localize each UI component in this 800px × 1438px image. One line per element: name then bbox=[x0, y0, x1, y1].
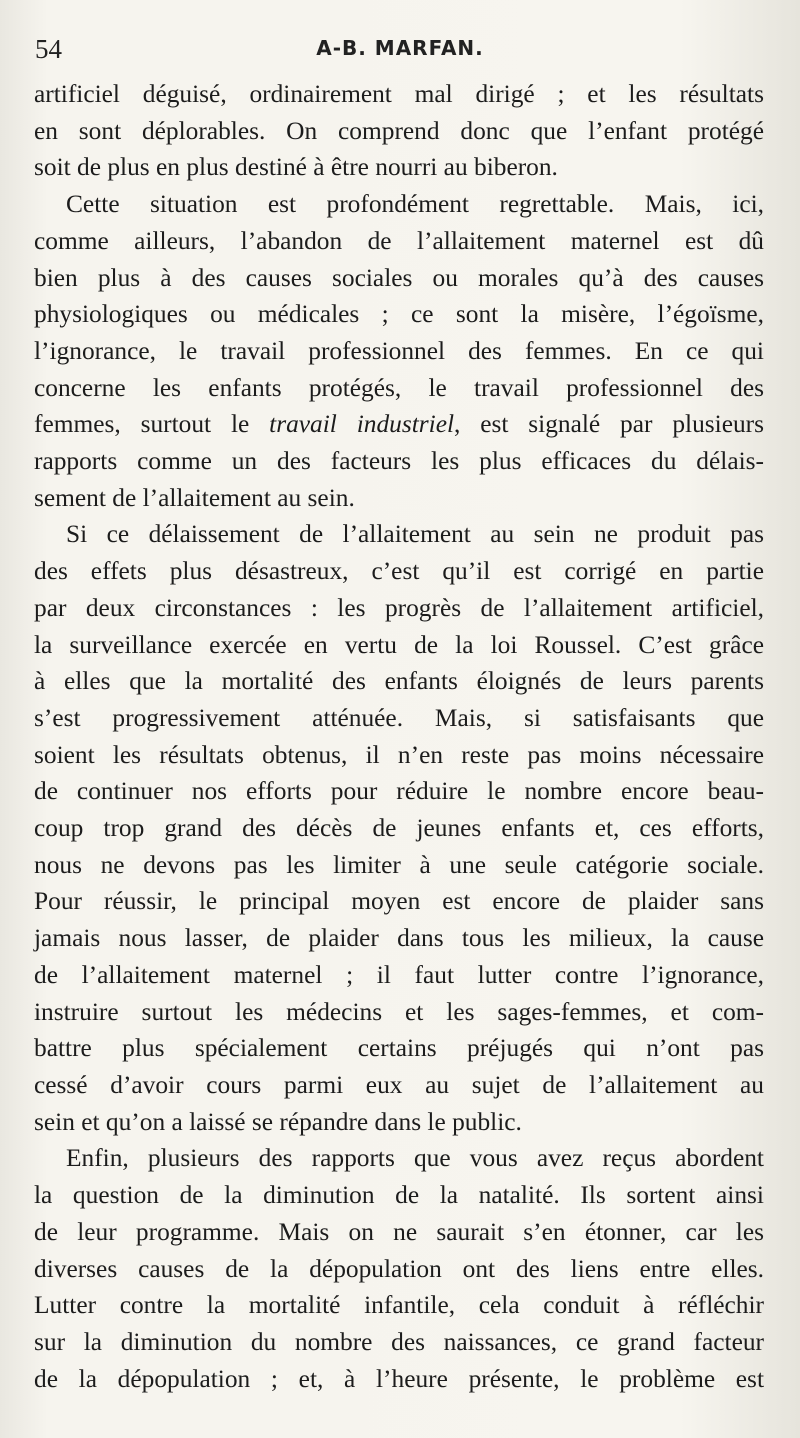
text-segment: femmes, surtout le bbox=[34, 410, 270, 439]
text-line: la surveillance exercée en vertu de la loi Roussel. C’est grâce bbox=[34, 630, 764, 659]
text-line: concerne les enfants protégés, le travail professionnel des bbox=[34, 373, 764, 402]
text-line: par deux circonstances : les progrès de l’allaitement artificiel, bbox=[34, 593, 764, 622]
text-line: Lutter contre la mortalité infantile, cela conduit à réfléchir bbox=[34, 1291, 764, 1320]
text-line: coup trop grand des décès de jeunes enfants et, ces efforts, bbox=[34, 814, 764, 843]
text-line: des effets plus désastreux, c’est qu’il est corrigé en partie bbox=[34, 557, 764, 586]
text-line: s’est progressivement atténuée. Mais, si satisfaisants que bbox=[34, 703, 764, 732]
text-line: Cette situation est profondément regrettable. Mais, ici, bbox=[66, 190, 764, 219]
text-line: rapports comme un des facteurs les plus efficaces du délais- bbox=[34, 447, 764, 476]
running-head: A-B. MARFAN. bbox=[316, 36, 484, 60]
text-line: en sont déplorables. On comprend donc que l’enfant protégé bbox=[34, 116, 764, 145]
page-number: 54 bbox=[35, 34, 62, 64]
text-line: Pour réussir, le principal moyen est encore de plaider sans bbox=[34, 887, 764, 916]
text-line: Si ce délaissement de l’allaitement au sein ne produit pas bbox=[66, 520, 764, 549]
text-line: de l’allaitement maternel ; il faut lutter contre l’ignorance, bbox=[34, 960, 764, 989]
text-line: physiologiques ou médicales ; ce sont la misère, l’égoïsme, bbox=[34, 300, 764, 329]
text-line: sur la diminution du nombre des naissances, ce grand facteur bbox=[34, 1327, 764, 1356]
text-segment: , est signalé par plusieurs bbox=[454, 410, 765, 439]
text-line: sein et qu’on a laissé se répandre dans le public. bbox=[34, 1107, 522, 1136]
text-line: sement de l’allaitement au sein. bbox=[34, 483, 355, 512]
text-line: à elles que la mortalité des enfants éloignés de leurs parents bbox=[34, 667, 764, 696]
text-line: Enfin, plusieurs des rapports que vous avez reçus abordent bbox=[66, 1144, 764, 1173]
text-line: instruire surtout les médecins et les sages-femmes, et com- bbox=[34, 997, 764, 1026]
text-line: bien plus à des causes sociales ou morales qu’à des causes bbox=[34, 263, 764, 292]
text-line: l’ignorance, le travail professionnel des femmes. En ce qui bbox=[34, 336, 764, 365]
text-line: soient les résultats obtenus, il n’en reste pas moins nécessaire bbox=[34, 740, 764, 769]
text-line: cessé d’avoir cours parmi eux au sujet de l’allaitement au bbox=[34, 1070, 764, 1099]
text-line: artificiel déguisé, ordinairement mal dirigé ; et les résultats bbox=[34, 80, 764, 108]
text-line: jamais nous lasser, de plaider dans tous les milieux, la cause bbox=[34, 924, 764, 953]
text-line: nous ne devons pas les limiter à une seule catégorie sociale. bbox=[34, 850, 764, 879]
italic-phrase: travail industriel bbox=[269, 410, 455, 439]
page-header bbox=[0, 34, 800, 74]
text-line: soit de plus en plus destiné à être nourri au biberon. bbox=[34, 153, 558, 182]
body-text bbox=[34, 76, 764, 1397]
text-line-with-italic bbox=[34, 406, 764, 443]
text-line: la question de la diminution de la natalité. Ils sortent ainsi bbox=[34, 1181, 764, 1210]
text-line: de la dépopulation ; et, à l’heure présente, le problème est bbox=[34, 1364, 764, 1393]
text-line: de leur programme. Mais on ne saurait s’en étonner, car les bbox=[34, 1217, 764, 1246]
text-line: battre plus spécialement certains préjugés qui n’ont pas bbox=[34, 1034, 764, 1063]
text-line: diverses causes de la dépopulation ont des liens entre elles. bbox=[34, 1254, 764, 1283]
text-line: comme ailleurs, l’abandon de l’allaitement maternel est dû bbox=[34, 226, 764, 255]
text-line: de continuer nos efforts pour réduire le nombre encore beau- bbox=[34, 777, 764, 806]
